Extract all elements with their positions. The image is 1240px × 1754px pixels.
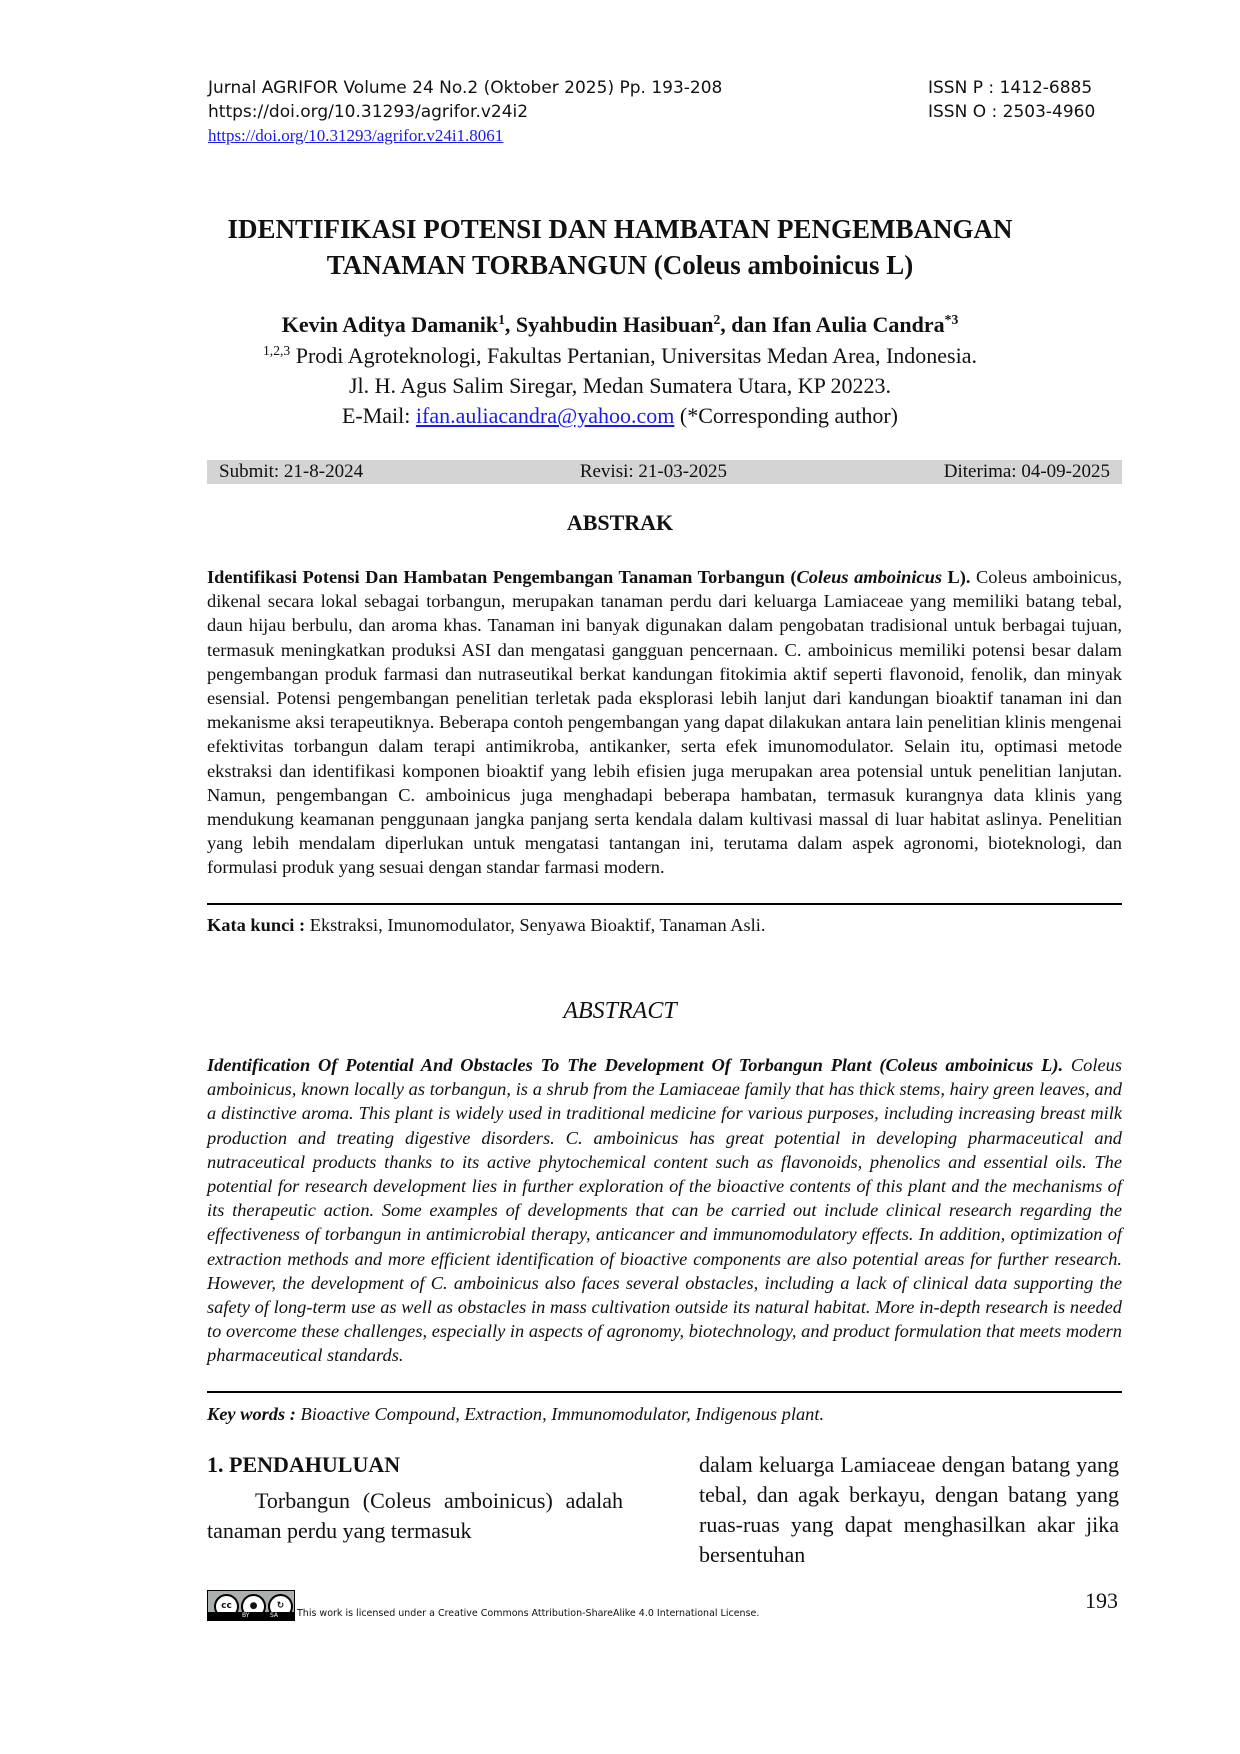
article-title (140, 211, 1100, 283)
author-2: , Syahbudin Hasibuan (504, 312, 714, 337)
abstrak-heading: ABSTRAK (566, 510, 674, 535)
abstract-lead-title: Identification Of Potential And Obstacles To The Development Of Torbangun Plant (Coleus amboinicus L). (207, 1055, 1064, 1075)
author-2-sup: 2 (713, 311, 721, 327)
issn-online: ISSN O : 2503-4960 (928, 102, 1096, 122)
abstrak-text: Coleus amboinicus, dikenal secara lokal sebagai torbangun, merupakan tanaman perdu dari keluarga Lamiaceae yang memiliki batang tebal, daun hijau berbulu, dan aroma khas. Tanaman ini banyak digunakan dalam pengobatan tradisional untuk berbagai tujuan, termasuk meningkatkan produksi ASI dan mengatasi gangguan pencernaan. C. amboinicus memiliki potensi besar dalam pengembangan produk farmasi dan nutraseutikal berkat kandungan fitokimia aktif seperti flavonoid, fenolik, dan minyak esensial. Potensi pengembangan penelitian terletak pada eksplorasi lebih lanjut dari kandungan bioaktif tanaman ini dan mekanisme aksi terapeutiknya. Beberapa contoh pengembangan yang dapat dilakukan antara lain penelitian klinis mengenai efektivitas torbangun dalam terapi antimikroba, antikanker, serta efek imunomodulator. Selain itu, optimasi metode ekstraksi dan identifikasi komponen bioaktif yang lebih efisien juga merupakan area potensial untuk penelitian lanjutan. Namun, pengembangan C. amboinicus juga menghadapi beberapa hambatan, termasuk kurangnya data klinis yang mendukung keamanan penggunaan jangka panjang serta kendala dalam kultivasi massal di luar habitat aslinya. Penelitian yang lebih mendalam diperlukan untuk mengatasi tantangan ini, terutama dalam aspek agronomi, bioteknologi, dan formulasi produk yang sesuai dengan standar farmasi modern. (207, 567, 1123, 878)
abstrak-lead-species: Coleus amboinicus (796, 567, 942, 587)
page-number: 193 (1085, 1588, 1118, 1613)
license-text: This work is licensed under a Creative Commons Attribution-ShareAlike 4.0 International License. (297, 1608, 760, 1619)
key-words (207, 1402, 1122, 1426)
cc-icon: cc (214, 1594, 239, 1619)
abstrak-lead-end: L). (941, 567, 971, 587)
affiliation-line-1: Prodi Agroteknologi, Fakultas Pertanian, Universitas Medan Area, Indonesia. (290, 343, 977, 368)
issn-print: ISSN P : 1412-6885 (928, 78, 1093, 98)
running-header (208, 76, 1098, 148)
key-words-list: Bioactive Compound, Extraction, Immunomodulator, Indigenous plant. (295, 1404, 825, 1424)
author-3-sup: *3 (944, 311, 959, 327)
abstrak-divider (207, 903, 1122, 905)
page-footer (207, 1590, 1122, 1620)
abstract-body (207, 1053, 1122, 1368)
author-list (140, 311, 1100, 339)
affiliation-sup: 1,2,3 (262, 342, 291, 358)
key-words-label: Key words : (207, 1404, 296, 1424)
email-link[interactable]: ifan.auliacandra@yahoo.com (415, 403, 675, 428)
abstract-heading: ABSTRACT (563, 998, 677, 1024)
section-heading-pendahuluan: 1. PENDAHULUAN (207, 1452, 401, 1477)
issue-doi: https://doi.org/10.31293/agrifor.v24i2 (208, 102, 529, 122)
intro-left-column (207, 1486, 623, 1546)
title-line-2: TANAMAN TORBANGUN (Coleus amboinicus L) (326, 250, 914, 280)
revision-date: Revisi: 21-03-2025 (579, 461, 728, 482)
sa-sharealike-icon: ↻ (268, 1594, 293, 1619)
email-note: (*Corresponding author) (674, 403, 899, 428)
kata-kunci-label: Kata kunci : (207, 915, 306, 935)
intro-left-text: Torbangun (Coleus amboinicus) adalah tanaman perdu yang termasuk (207, 1488, 623, 1543)
kata-kunci (207, 913, 1122, 937)
accepted-date: Diterima: 04-09-2025 (943, 461, 1110, 482)
author-1-sup: 1 (498, 311, 505, 327)
kata-kunci-list: Ekstraksi, Imunomodulator, Senyawa Bioaktif, Tanaman Asli. (305, 915, 766, 935)
abstract-text: Coleus amboinicus, known locally as torbangun, is a shrub from the Lamiaceae family that has thick stems, hairy green leaves, and a distinctive aroma. This plant is widely used in traditional medicine for various purposes, including increasing breast milk production and treating digestive disorders. C. amboinicus has great potential in developing pharmaceutical and nutraceutical products thanks to its active phytochemical content such as flavonoids, phenolics and essential oils. The potential for research development lies in further exploration of the bioactive contents of this plant and the mechanisms of its therapeutic action. Some examples of developments that can be carried out include clinical research regarding the effectiveness of torbangun in antimicrobial therapy, anticancer and immunomodulatory effects. In addition, optimization of extraction methods and more efficient identification of bioactive components are also potential areas for further research. However, the development of C. amboinicus also faces several obstacles, including a lack of clinical data supporting the safety of long-term use as well as obstacles in mass cultivation outside its natural habitat. More in-depth research is needed to overcome these challenges, especially in aspects of agronomy, biotechnology, and product formulation that meets modern pharmaceutical standards. (207, 1055, 1122, 1366)
author-1: Kevin Aditya Damanik (281, 312, 499, 337)
affiliation (140, 341, 1100, 431)
submit-date: Submit: 21-8-2024 (219, 461, 364, 482)
intro-right-column (699, 1450, 1119, 1570)
cc-by-sa-license-icon[interactable]: cc ● ↻ BY SA (207, 1590, 295, 1621)
title-line-1: IDENTIFIKASI POTENSI DAN HAMBATAN PENGEMBANGAN (227, 214, 1013, 244)
author-3: , dan Ifan Aulia Candra (720, 312, 945, 337)
abstrak-body (207, 565, 1122, 880)
submission-dates-bar (207, 460, 1122, 484)
affiliation-line-2: Jl. H. Agus Salim Siregar, Medan Sumatera Utara, KP 20223. (348, 373, 892, 398)
email-label: E-Mail: (341, 403, 416, 428)
journal-citation: Jurnal AGRIFOR Volume 24 No.2 (Oktober 2025) Pp. 193-208 (208, 78, 723, 98)
intro-right-text: dalam keluarga Lamiaceae dengan batang yang tebal, dan agak berkayu, dengan batang yang ruas-ruas yang dapat menghasilkan akar jika bersentuhan (699, 1452, 1119, 1567)
abstrak-lead-title: Identifikasi Potensi Dan Hambatan Pengembangan Tanaman Torbangun ( (207, 567, 797, 587)
article-doi-link[interactable]: https://doi.org/10.31293/agrifor.v24i1.8061 (208, 126, 504, 145)
by-attribution-icon: ● (241, 1594, 266, 1619)
abstract-divider (207, 1391, 1122, 1393)
